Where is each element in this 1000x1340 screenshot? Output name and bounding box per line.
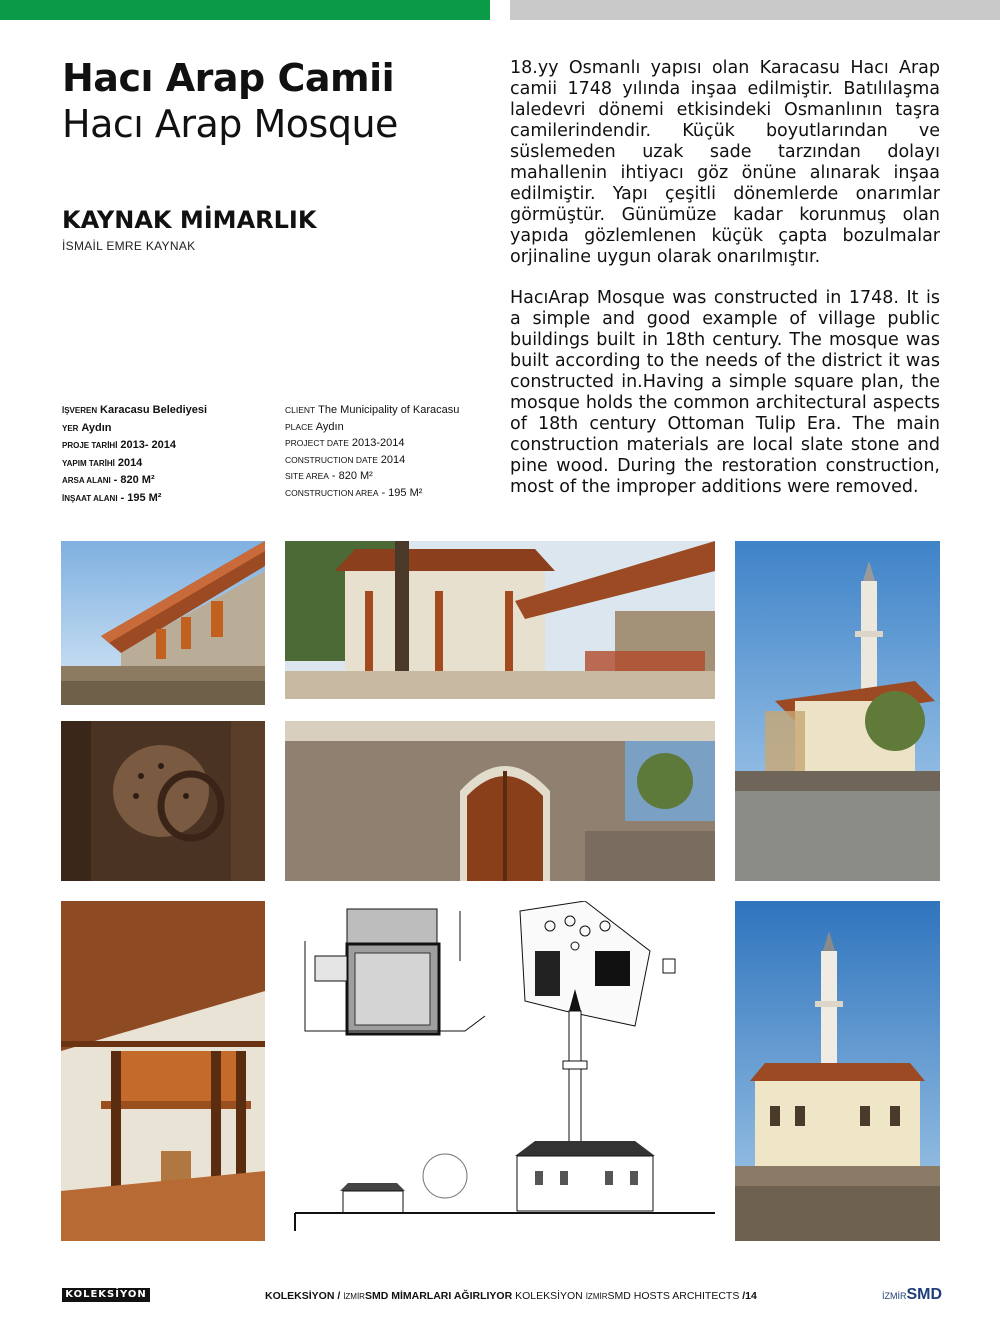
info-value: 2014	[380, 453, 406, 466]
izmir-smd-logo	[882, 1286, 942, 1304]
drawing-plans-elevation	[285, 901, 715, 1241]
info-value: Aydın	[81, 421, 112, 434]
page-number: /14	[742, 1290, 757, 1302]
info-label: PROJECT DATE	[285, 438, 349, 448]
koleksiyon-logo: KOLEKSİYON	[62, 1288, 150, 1302]
footer-part: SMD HOSTS ARCHITECTS	[607, 1290, 740, 1302]
info-label: YAPIM TARİHİ	[62, 458, 115, 468]
info-label: PLACE	[285, 421, 313, 432]
info-row	[285, 435, 459, 452]
footer-caption	[265, 1290, 757, 1302]
project-info-english	[285, 402, 459, 501]
info-row	[285, 468, 459, 485]
photo-mosque-minaret	[735, 541, 940, 881]
info-label: ARSA ALANI	[62, 476, 111, 485]
info-row	[62, 420, 207, 438]
info-value: The Municipality of Karacasu	[318, 404, 460, 416]
photo-door-knocker	[61, 721, 265, 881]
photo-arched-door	[285, 721, 715, 881]
info-label: YER	[62, 423, 79, 433]
info-label: İŞVEREN	[62, 406, 98, 415]
brand-big: SMD	[906, 1286, 943, 1303]
info-value: 2013-2014	[351, 437, 405, 449]
info-row	[285, 402, 459, 419]
top-green-bar	[0, 0, 490, 20]
info-value: - 195 M²	[381, 486, 423, 499]
photo-interior	[61, 901, 265, 1241]
info-value: 2014	[117, 456, 143, 469]
info-value: - 820 M²	[113, 474, 155, 486]
title-turkish: Hacı Arap Camii	[62, 56, 395, 100]
info-label: CLIENT	[285, 405, 316, 415]
project-info-turkish	[62, 402, 207, 507]
info-label: CONSTRUCTION DATE	[285, 454, 378, 465]
info-row	[62, 472, 207, 490]
photo-mosque-front	[735, 901, 940, 1241]
footer-part: SMD MİMARLARI AĞIRLIYOR	[364, 1290, 513, 1302]
photo-eave-stone-wall	[61, 541, 265, 705]
info-value: 2013- 2014	[120, 439, 177, 451]
info-value: - 195 M²	[120, 491, 162, 504]
firm-name: KAYNAK MİMARLIK	[62, 206, 317, 234]
photo-mosque-courtyard	[285, 541, 715, 699]
brand-small: İZMİR	[882, 1291, 907, 1301]
info-value: Aydın	[315, 420, 344, 433]
description-turkish: 18.yy Osmanlı yapısı olan Karacasu Hacı Arap camii 1748 yılında inşaa edilmiştir. Batılılaşma laledevri dönemi etkisindeki Osmanlının taşra camilerindendir. Küçük boyutlarından ve süslemeden uzak sade tarzından dolayı mahallenin ihtiyacı göz önüne alınarak inşaa edilmiştir. Yapı çeşitli dönemlerde onarımlar görmüştür. Günümüze kadar korunmuş olan yapıda gözlemlenen küçük çapta bozulmalar orjinaline uygun olarak onarılmıştır.	[510, 58, 940, 267]
info-value: - 820 M²	[331, 470, 373, 482]
info-row	[285, 419, 459, 436]
footer-part: KOLEKSİYON	[515, 1290, 583, 1302]
footer-part: İZMİR	[585, 1292, 608, 1301]
info-label: İNŞAAT ALANI	[62, 493, 118, 503]
info-label: PROJE TARİHİ	[62, 441, 118, 450]
title-english: Hacı Arap Mosque	[62, 102, 398, 146]
info-row	[62, 490, 207, 508]
info-row	[62, 455, 207, 473]
info-row	[285, 485, 459, 502]
info-value: Karacasu Belediyesi	[100, 404, 208, 416]
info-row	[62, 437, 207, 455]
footer-part: KOLEKSİYON /	[265, 1290, 341, 1302]
description-english: HacıArap Mosque was constructed in 1748. It is a simple and good example of village public buildings built in 18th century. The mosque was built according to the needs of the district it was constructed in.Having a simple square plan, the mosque holds the common architectural aspects of 18th century Ottoman Tulip Era. The main construction materials are local slate stone and pine wood. During the restoration construction, most of the improper additions were removed.	[510, 288, 940, 497]
info-label: CONSTRUCTION AREA	[285, 487, 379, 498]
info-row	[285, 452, 459, 469]
info-row	[62, 402, 207, 420]
footer-part: İZMİR	[343, 1292, 365, 1301]
info-label: SITE AREA	[285, 471, 329, 481]
architect-name: İSMAİL EMRE KAYNAK	[62, 239, 196, 253]
top-gray-bar	[510, 0, 1000, 20]
